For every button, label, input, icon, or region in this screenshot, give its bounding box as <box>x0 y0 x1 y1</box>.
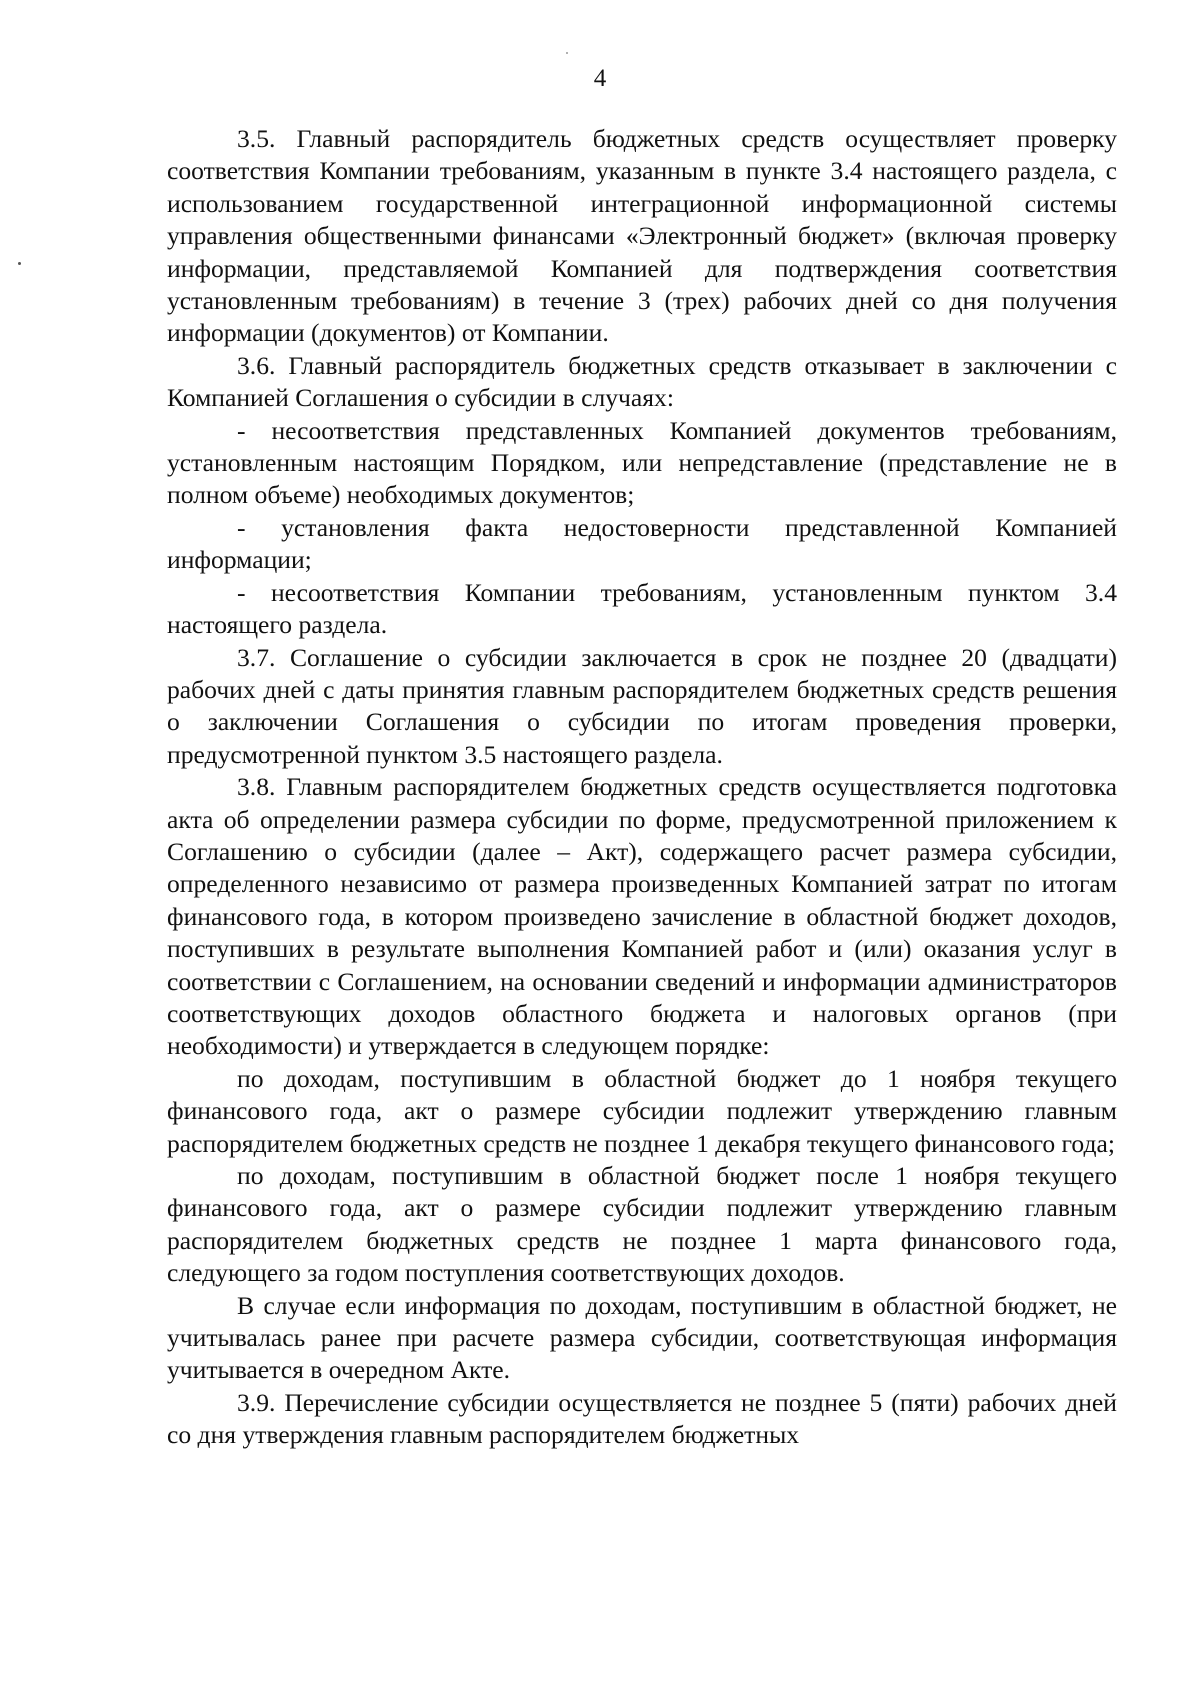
paragraph-3-5: 3.5. Главный распорядитель бюджетных средств осуществляет проверку соответствия Компании требованиям, указанным в пункте 3.4 настоящего раздела, с использованием государственной интеграционной информационной системы управления общественными финансами «Электронный бюджет» (включая проверку информации, представляемой Компанией для подтверждения соответствия установленным требованиям) в течение 3 (трех) рабочих дней со дня получения информации (документов) от Компании. <box>167 124 1117 348</box>
paragraph-3-7: 3.7. Соглашение о субсидии заключается в срок не позднее 20 (двадцати) рабочих дней с даты принятия главным распорядителем бюджетных средств решения о заключении Соглашения о субсидии по итогам проведения проверки, предусмотренной пунктом 3.5 настоящего раздела. <box>167 642 1117 769</box>
paragraph-after-november: по доходам, поступившим в областной бюджет после 1 ноября текущего финансового года, акт о размере субсидии подлежит утверждению главным распорядителем бюджетных средств не позднее 1 марта финансового года, следующего за годом поступления соответствующих доходов. <box>167 1161 1117 1288</box>
list-item-documents: - несоответствия представленных Компанией документов требованиям, установленным настоящим Порядком, или непредставление (представление не в полном объеме) необходимых документов; <box>167 415 1117 510</box>
list-item-false-information: - установления факта недостоверности представленной Компанией информации; <box>167 512 1117 575</box>
list-item-requirements: - несоответствия Компании требованиям, установленным пунктом 3.4 настоящего раздела. <box>167 577 1117 640</box>
page-number: 4 <box>593 65 607 92</box>
scan-speck <box>566 52 568 54</box>
paragraph-3-6: 3.6. Главный распорядитель бюджетных средств отказывает в заключении с Компанией Соглашения о субсидии в случаях: <box>167 350 1117 413</box>
paragraph-unaccounted-information: В случае если информация по доходам, поступившим в областной бюджет, не учитывалась ранее при расчете размера субсидии, соответствующая информация учитывается в очередном Акте. <box>167 1290 1117 1385</box>
scan-speck <box>18 262 21 265</box>
document-body <box>167 123 1117 1452</box>
paragraph-before-november: по доходам, поступившим в областной бюджет до 1 ноября текущего финансового года, акт о размере субсидии подлежит утверждению главным распорядителем бюджетных средств не позднее 1 декабря текущего финансового года; <box>167 1063 1117 1158</box>
paragraph-3-9: 3.9. Перечисление субсидии осуществляется не позднее 5 (пяти) рабочих дней со дня утверждения главным распорядителем бюджетных <box>167 1387 1117 1450</box>
paragraph-3-8: 3.8. Главным распорядителем бюджетных средств осуществляется подготовка акта об определении размера субсидии по форме, предусмотренной приложением к Соглашению о субсидии (далее – Акт), содержащего расчет размера субсидии, определенного независимо от размера произведенных Компанией затрат по итогам финансового года, в котором произведено зачисление в областной бюджет доходов, поступивших в результате выполнения Компанией работ и (или) оказания услуг в соответствии с Соглашением, на основании сведений и информации администраторов соответствующих доходов областного бюджета и налоговых органов (при необходимости) и утверждается в следующем порядке: <box>167 772 1117 1061</box>
